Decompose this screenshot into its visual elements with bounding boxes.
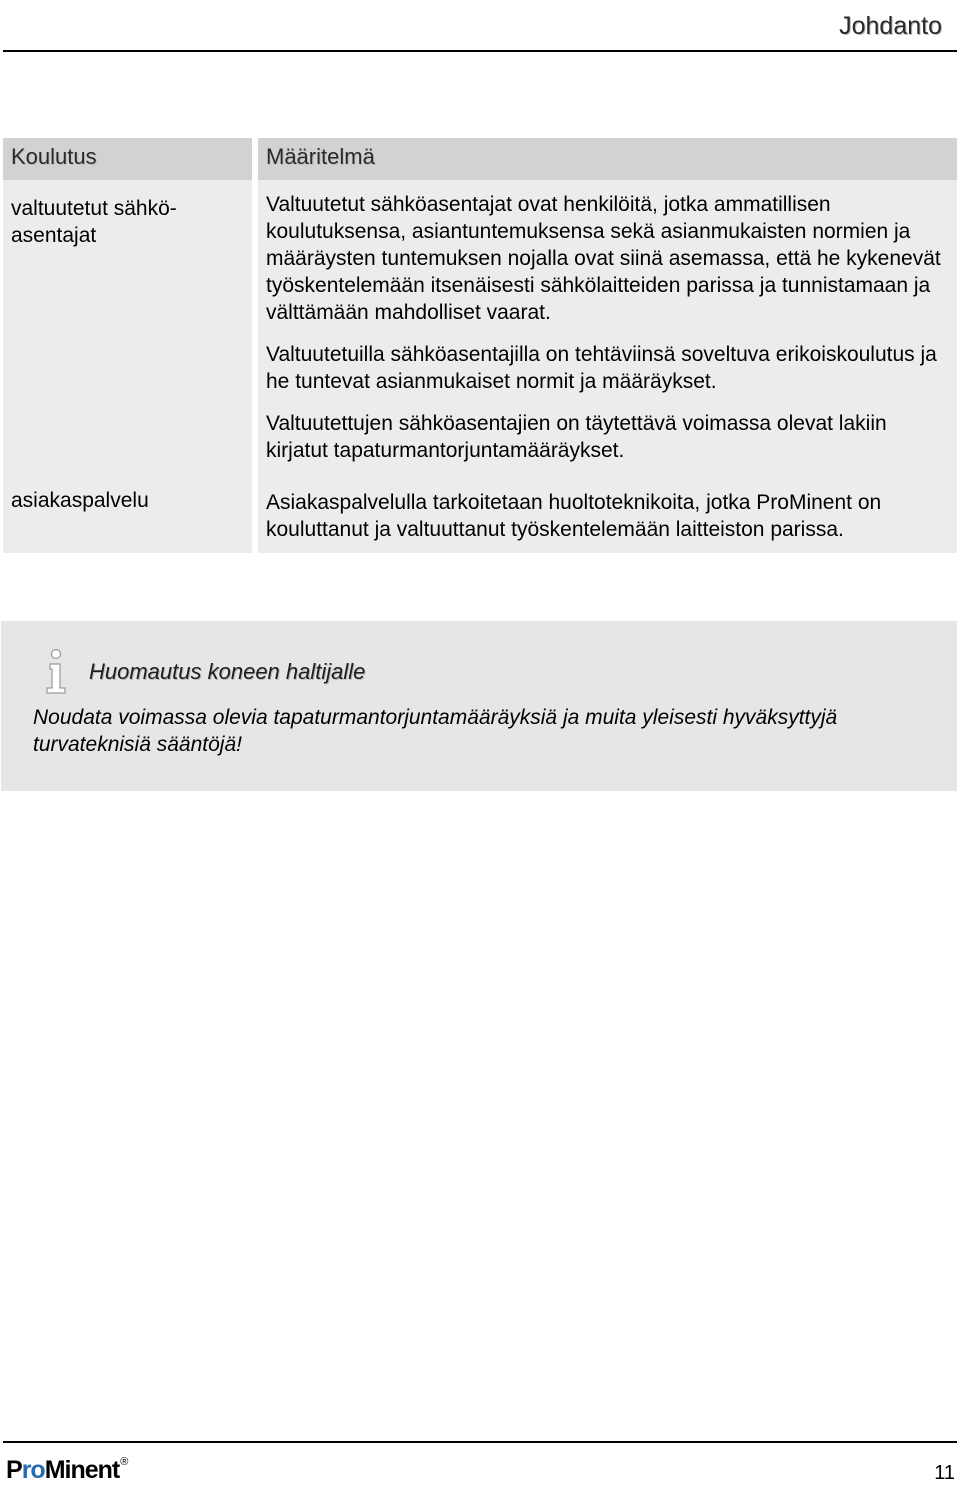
note-text: Noudata voimassa olevia tapaturmantorjuntamääräyksiä ja muita yleisesti hyväksyttyjä turvateknisiä sääntöjä! — [33, 706, 838, 756]
operator-note-box — [1, 621, 957, 791]
info-icon — [41, 649, 73, 695]
header-divider — [3, 50, 957, 52]
definition-paragraph: Valtuutetuilla sähköasentajilla on tehtäviinsä soveltuva erikoiskoulutus ja he tuntevat asianmukaiset normit ja määräykset. — [266, 343, 937, 393]
definition-cell — [258, 479, 957, 553]
column-header-koulutus: Koulutus — [3, 138, 252, 180]
definition-paragraph: Asiakaspalvelulla tarkoitetaan huoltoteknikoita, jotka ProMinent on kouluttanut ja valtuuttanut työskentelemään laitteiston parissa. — [266, 491, 882, 541]
definitions-table — [3, 138, 957, 553]
definition-paragraph: Valtuutettujen sähköasentajien on täytettävä voimassa olevat lakiin kirjatut tapaturmantorjuntamääräykset. — [266, 412, 887, 462]
header-title: Johdanto — [839, 12, 942, 40]
definition-cell — [258, 187, 957, 479]
term-cell — [3, 187, 252, 479]
definition-paragraph: Valtuutetut sähköasentajat ovat henkilöitä, jotka ammatillisen koulutuksensa, asiantuntemuksensa sekä asianmukaisten normien ja määräysten tuntemuksen nojalla ovat siinä asemassa, että he kykenevät työskentelemään itsenäisesti sähkölaitteiden parissa ja tunnistamaan ja välttämään mahdolliset vaarat. — [266, 193, 941, 324]
note-title: Huomautus koneen haltijalle — [89, 659, 366, 684]
term-text: valtuutetut sähkö- asentajat — [11, 197, 177, 247]
table-header-row — [3, 138, 957, 180]
page-number: 11 — [934, 1462, 955, 1484]
term-text: asiakaspalvelu — [11, 489, 149, 512]
footer-divider — [3, 1441, 957, 1443]
term-cell — [3, 479, 252, 553]
table-row — [3, 187, 957, 479]
prominent-logo: ProMinent® — [6, 1455, 128, 1484]
table-row — [3, 479, 957, 553]
column-header-maaritelma: Määritelmä — [258, 138, 957, 180]
